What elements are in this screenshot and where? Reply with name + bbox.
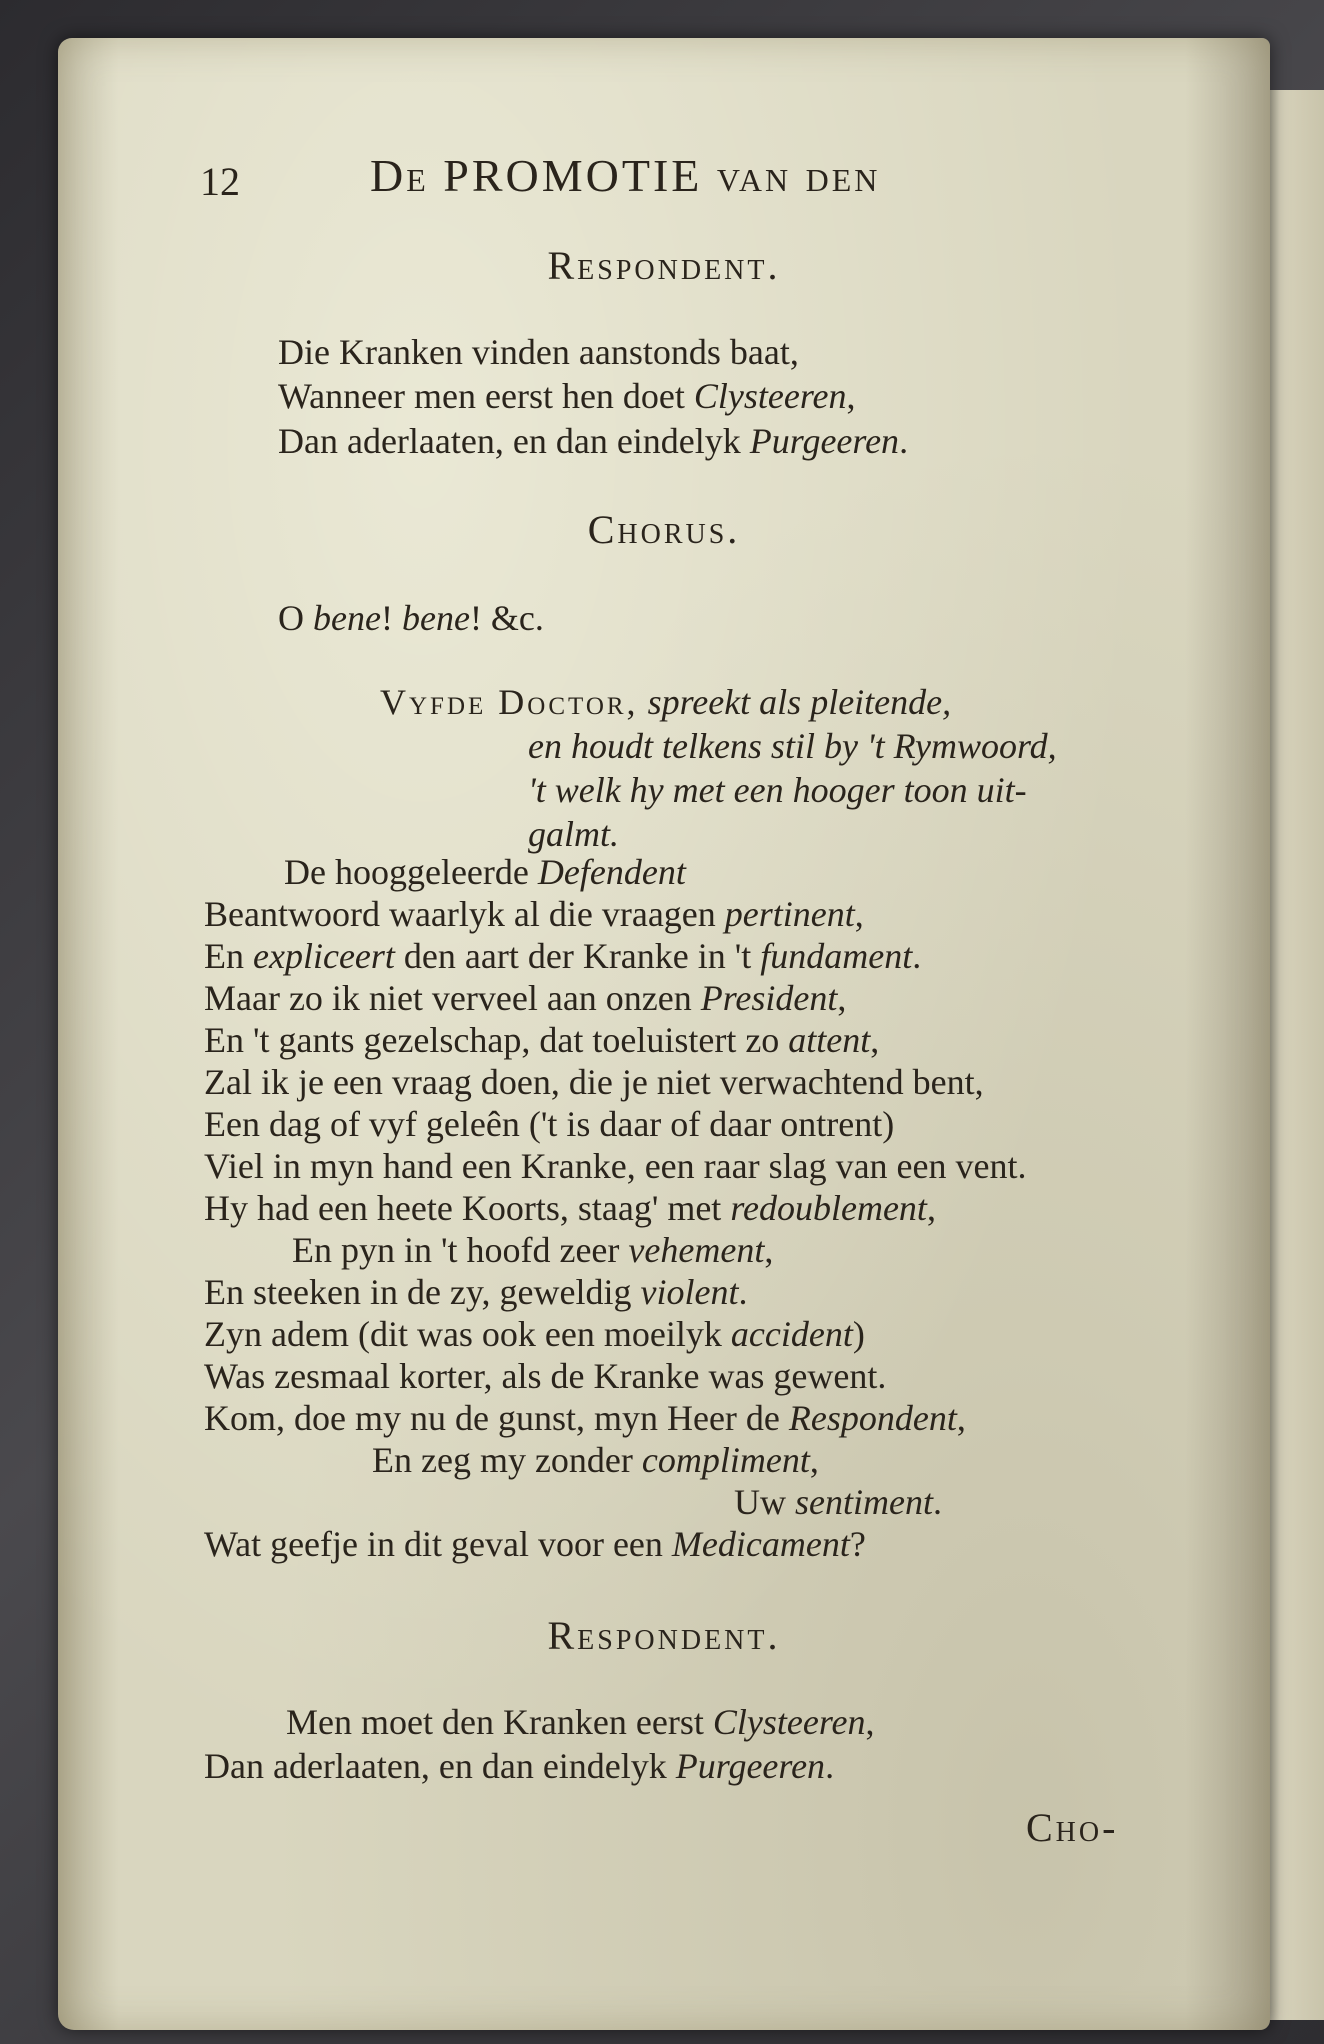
verse-line: Uw sentiment. xyxy=(734,1482,942,1522)
stage-direction: galmt. xyxy=(528,814,620,854)
verse-line: En expliceert den aart der Kranke in 't fundament. xyxy=(204,936,922,976)
verse-line: Een dag of vyf geleên ('t is daar of daar ontrent) xyxy=(204,1104,895,1144)
verse-line: En 't gants gezelschap, dat toeluistert zo attent, xyxy=(204,1020,880,1060)
verse-line: En steeken in de zy, geweldig violent. xyxy=(204,1272,748,1312)
verse-line: Kom, doe my nu de gunst, myn Heer de Respondent, xyxy=(204,1398,966,1438)
page-number: 12 xyxy=(200,159,240,204)
speaker-heading: Chorus. xyxy=(587,507,741,552)
verse-line: Maar zo ik niet verveel aan onzen President, xyxy=(204,978,847,1018)
verse-line: Viel in myn hand een Kranke, een raar slag van een vent. xyxy=(204,1146,1027,1186)
catchword: Cho- xyxy=(1026,1805,1119,1850)
verse-line: Dan aderlaaten, en dan eindelyk Purgeeren. xyxy=(204,1746,835,1786)
stage-direction: 't welk hy met een hooger toon uit- xyxy=(528,770,1027,810)
stage-direction: en houdt telkens stil by 't Rymwoord, xyxy=(528,726,1057,766)
verse-line: Hy had een heete Koorts, staag' met redoublement, xyxy=(204,1188,936,1228)
verse-line: Zal ik je een vraag doen, die je niet verwachtend bent, xyxy=(204,1062,984,1102)
book-page xyxy=(58,38,1270,2030)
running-title: De PROMOTIE van den xyxy=(370,150,881,201)
verse-line: Men moet den Kranken eerst Clysteeren, xyxy=(286,1702,875,1742)
verse-line: Die Kranken vinden aanstonds baat, xyxy=(278,332,799,372)
verse-line: Beantwoord waarlyk al die vraagen pertinent, xyxy=(204,894,864,934)
verse-line: De hooggeleerde Defendent xyxy=(284,852,686,892)
verse-line: Wat geefje in dit geval voor een Medicament? xyxy=(204,1524,866,1564)
verse-line: O bene! bene! &c. xyxy=(278,598,544,638)
speaker-heading: Respondent. xyxy=(547,1613,781,1658)
verse-line: En pyn in 't hoofd zeer vehement, xyxy=(292,1230,774,1270)
verse-line: Wanneer men eerst hen doet Clysteeren, xyxy=(278,376,856,416)
speaker-heading: Respondent. xyxy=(547,243,781,288)
verse-line: Was zesmaal korter, als de Kranke was gewent. xyxy=(204,1356,887,1396)
verse-line: Dan aderlaaten, en dan eindelyk Purgeeren. xyxy=(278,421,909,461)
verse-line: En zeg my zonder compliment, xyxy=(372,1440,819,1480)
stage-direction: Vyfde Doctor, spreekt als pleitende, xyxy=(380,682,952,722)
verse-line: Zyn adem (dit was ook een moeilyk accident) xyxy=(204,1314,865,1354)
